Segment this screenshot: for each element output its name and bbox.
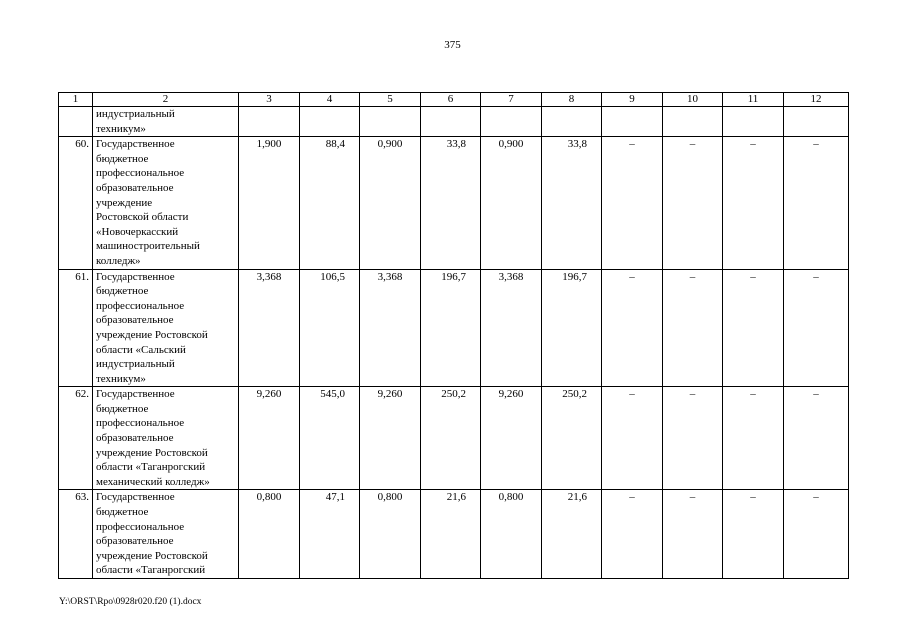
data-table — [58, 92, 849, 579]
value-col-12: – — [784, 269, 849, 387]
institution-name — [93, 269, 239, 387]
value-col-11: – — [723, 490, 784, 579]
name-line: учреждение Ростовской — [96, 446, 208, 459]
table-row — [59, 137, 849, 269]
column-header: 12 — [784, 93, 849, 107]
name-line: учреждение — [96, 196, 153, 209]
value-col-7: 3,368 — [481, 269, 542, 387]
name-line: бюджетное — [96, 506, 149, 519]
name-line: индустриальный — [96, 108, 175, 120]
table-row-continuation — [59, 107, 849, 137]
row-number: 63. — [59, 490, 93, 579]
header-row — [59, 93, 849, 107]
empty-cell — [542, 107, 602, 137]
empty-cell — [421, 107, 481, 137]
value-col-9: – — [602, 490, 663, 579]
institution-name — [93, 137, 239, 269]
value-col-7: 9,260 — [481, 387, 542, 490]
value-col-4: 545,0 — [300, 387, 360, 490]
value-col-10: – — [663, 387, 723, 490]
column-header: 9 — [602, 93, 663, 107]
value-col-4: 106,5 — [300, 269, 360, 387]
value-col-5: 0,800 — [360, 490, 421, 579]
column-header: 5 — [360, 93, 421, 107]
column-header: 4 — [300, 93, 360, 107]
value-col-10: – — [663, 137, 723, 269]
footer-file-path: Y:\ORST\Rpo\0928r020.f20 (1).docx — [59, 597, 202, 607]
value-col-8: 33,8 — [542, 137, 602, 269]
value-col-9: – — [602, 137, 663, 269]
value-col-9: – — [602, 269, 663, 387]
empty-cell — [784, 107, 849, 137]
name-line: колледж» — [96, 254, 141, 267]
value-col-5: 3,368 — [360, 269, 421, 387]
institution-name — [93, 490, 239, 579]
empty-cell — [481, 107, 542, 137]
table-row — [59, 490, 849, 579]
value-col-10: – — [663, 490, 723, 579]
name-line: бюджетное — [96, 402, 149, 415]
name-line: учреждение Ростовской — [96, 549, 208, 562]
name-line: машиностроительный — [96, 240, 200, 253]
empty-cell — [360, 107, 421, 137]
value-col-10: – — [663, 269, 723, 387]
empty-cell — [723, 107, 784, 137]
column-header: 11 — [723, 93, 784, 107]
name-line: бюджетное — [96, 285, 149, 298]
value-col-8: 21,6 — [542, 490, 602, 579]
column-header: 10 — [663, 93, 723, 107]
name-line: Государственное — [96, 138, 175, 151]
value-col-3: 9,260 — [239, 387, 300, 490]
value-col-12: – — [784, 137, 849, 269]
name-line: образовательное — [96, 432, 174, 445]
value-col-11: – — [723, 137, 784, 269]
name-line: области «Сальский — [96, 343, 186, 356]
column-header: 7 — [481, 93, 542, 107]
value-col-5: 9,260 — [360, 387, 421, 490]
value-col-7: 0,800 — [481, 490, 542, 579]
value-col-4: 47,1 — [300, 490, 360, 579]
empty-cell — [239, 107, 300, 137]
name-line: образовательное — [96, 181, 174, 194]
name-line: техникум» — [96, 122, 146, 135]
value-col-3: 1,900 — [239, 137, 300, 269]
name-line: бюджетное — [96, 152, 149, 165]
value-col-5: 0,900 — [360, 137, 421, 269]
value-col-6: 250,2 — [421, 387, 481, 490]
name-line: области «Таганрогский — [96, 564, 206, 577]
column-header: 6 — [421, 93, 481, 107]
name-line: Государственное — [96, 270, 175, 283]
value-col-6: 21,6 — [421, 490, 481, 579]
name-line: «Новочеркасский — [96, 225, 179, 238]
value-col-8: 196,7 — [542, 269, 602, 387]
name-line: профессиональное — [96, 167, 185, 180]
name-line: механический колледж» — [96, 475, 210, 488]
value-col-4: 88,4 — [300, 137, 360, 269]
value-col-6: 196,7 — [421, 269, 481, 387]
page-number: 375 — [444, 39, 461, 51]
empty-cell — [602, 107, 663, 137]
value-col-11: – — [723, 387, 784, 490]
name-line: Государственное — [96, 491, 175, 504]
table-row — [59, 387, 849, 490]
name-line: учреждение Ростовской — [96, 328, 208, 341]
name-line: индустриальный — [96, 358, 175, 371]
name-line: Государственное — [96, 388, 175, 401]
column-header: 3 — [239, 93, 300, 107]
institution-name — [93, 387, 239, 490]
row-number: 61. — [59, 269, 93, 387]
name-line: техникум» — [96, 372, 146, 385]
value-col-11: – — [723, 269, 784, 387]
value-col-3: 3,368 — [239, 269, 300, 387]
empty-cell — [663, 107, 723, 137]
value-col-6: 33,8 — [421, 137, 481, 269]
name-line: области «Таганрогский — [96, 461, 206, 474]
name-line: образовательное — [96, 535, 174, 548]
name-line: образовательное — [96, 314, 174, 327]
name-line: профессиональное — [96, 299, 185, 312]
row-number: 60. — [59, 137, 93, 269]
table-row — [59, 269, 849, 387]
column-header: 2 — [93, 93, 239, 107]
value-col-3: 0,800 — [239, 490, 300, 579]
name-line: профессиональное — [96, 417, 185, 430]
name-line: профессиональное — [96, 520, 185, 533]
row-number: 62. — [59, 387, 93, 490]
column-header: 8 — [542, 93, 602, 107]
value-col-12: – — [784, 490, 849, 579]
row-number — [59, 107, 93, 137]
value-col-8: 250,2 — [542, 387, 602, 490]
name-line: Ростовской области — [96, 211, 189, 224]
empty-cell — [300, 107, 360, 137]
value-col-9: – — [602, 387, 663, 490]
value-col-12: – — [784, 387, 849, 490]
value-col-7: 0,900 — [481, 137, 542, 269]
column-header: 1 — [59, 93, 93, 107]
institution-name — [93, 107, 239, 137]
